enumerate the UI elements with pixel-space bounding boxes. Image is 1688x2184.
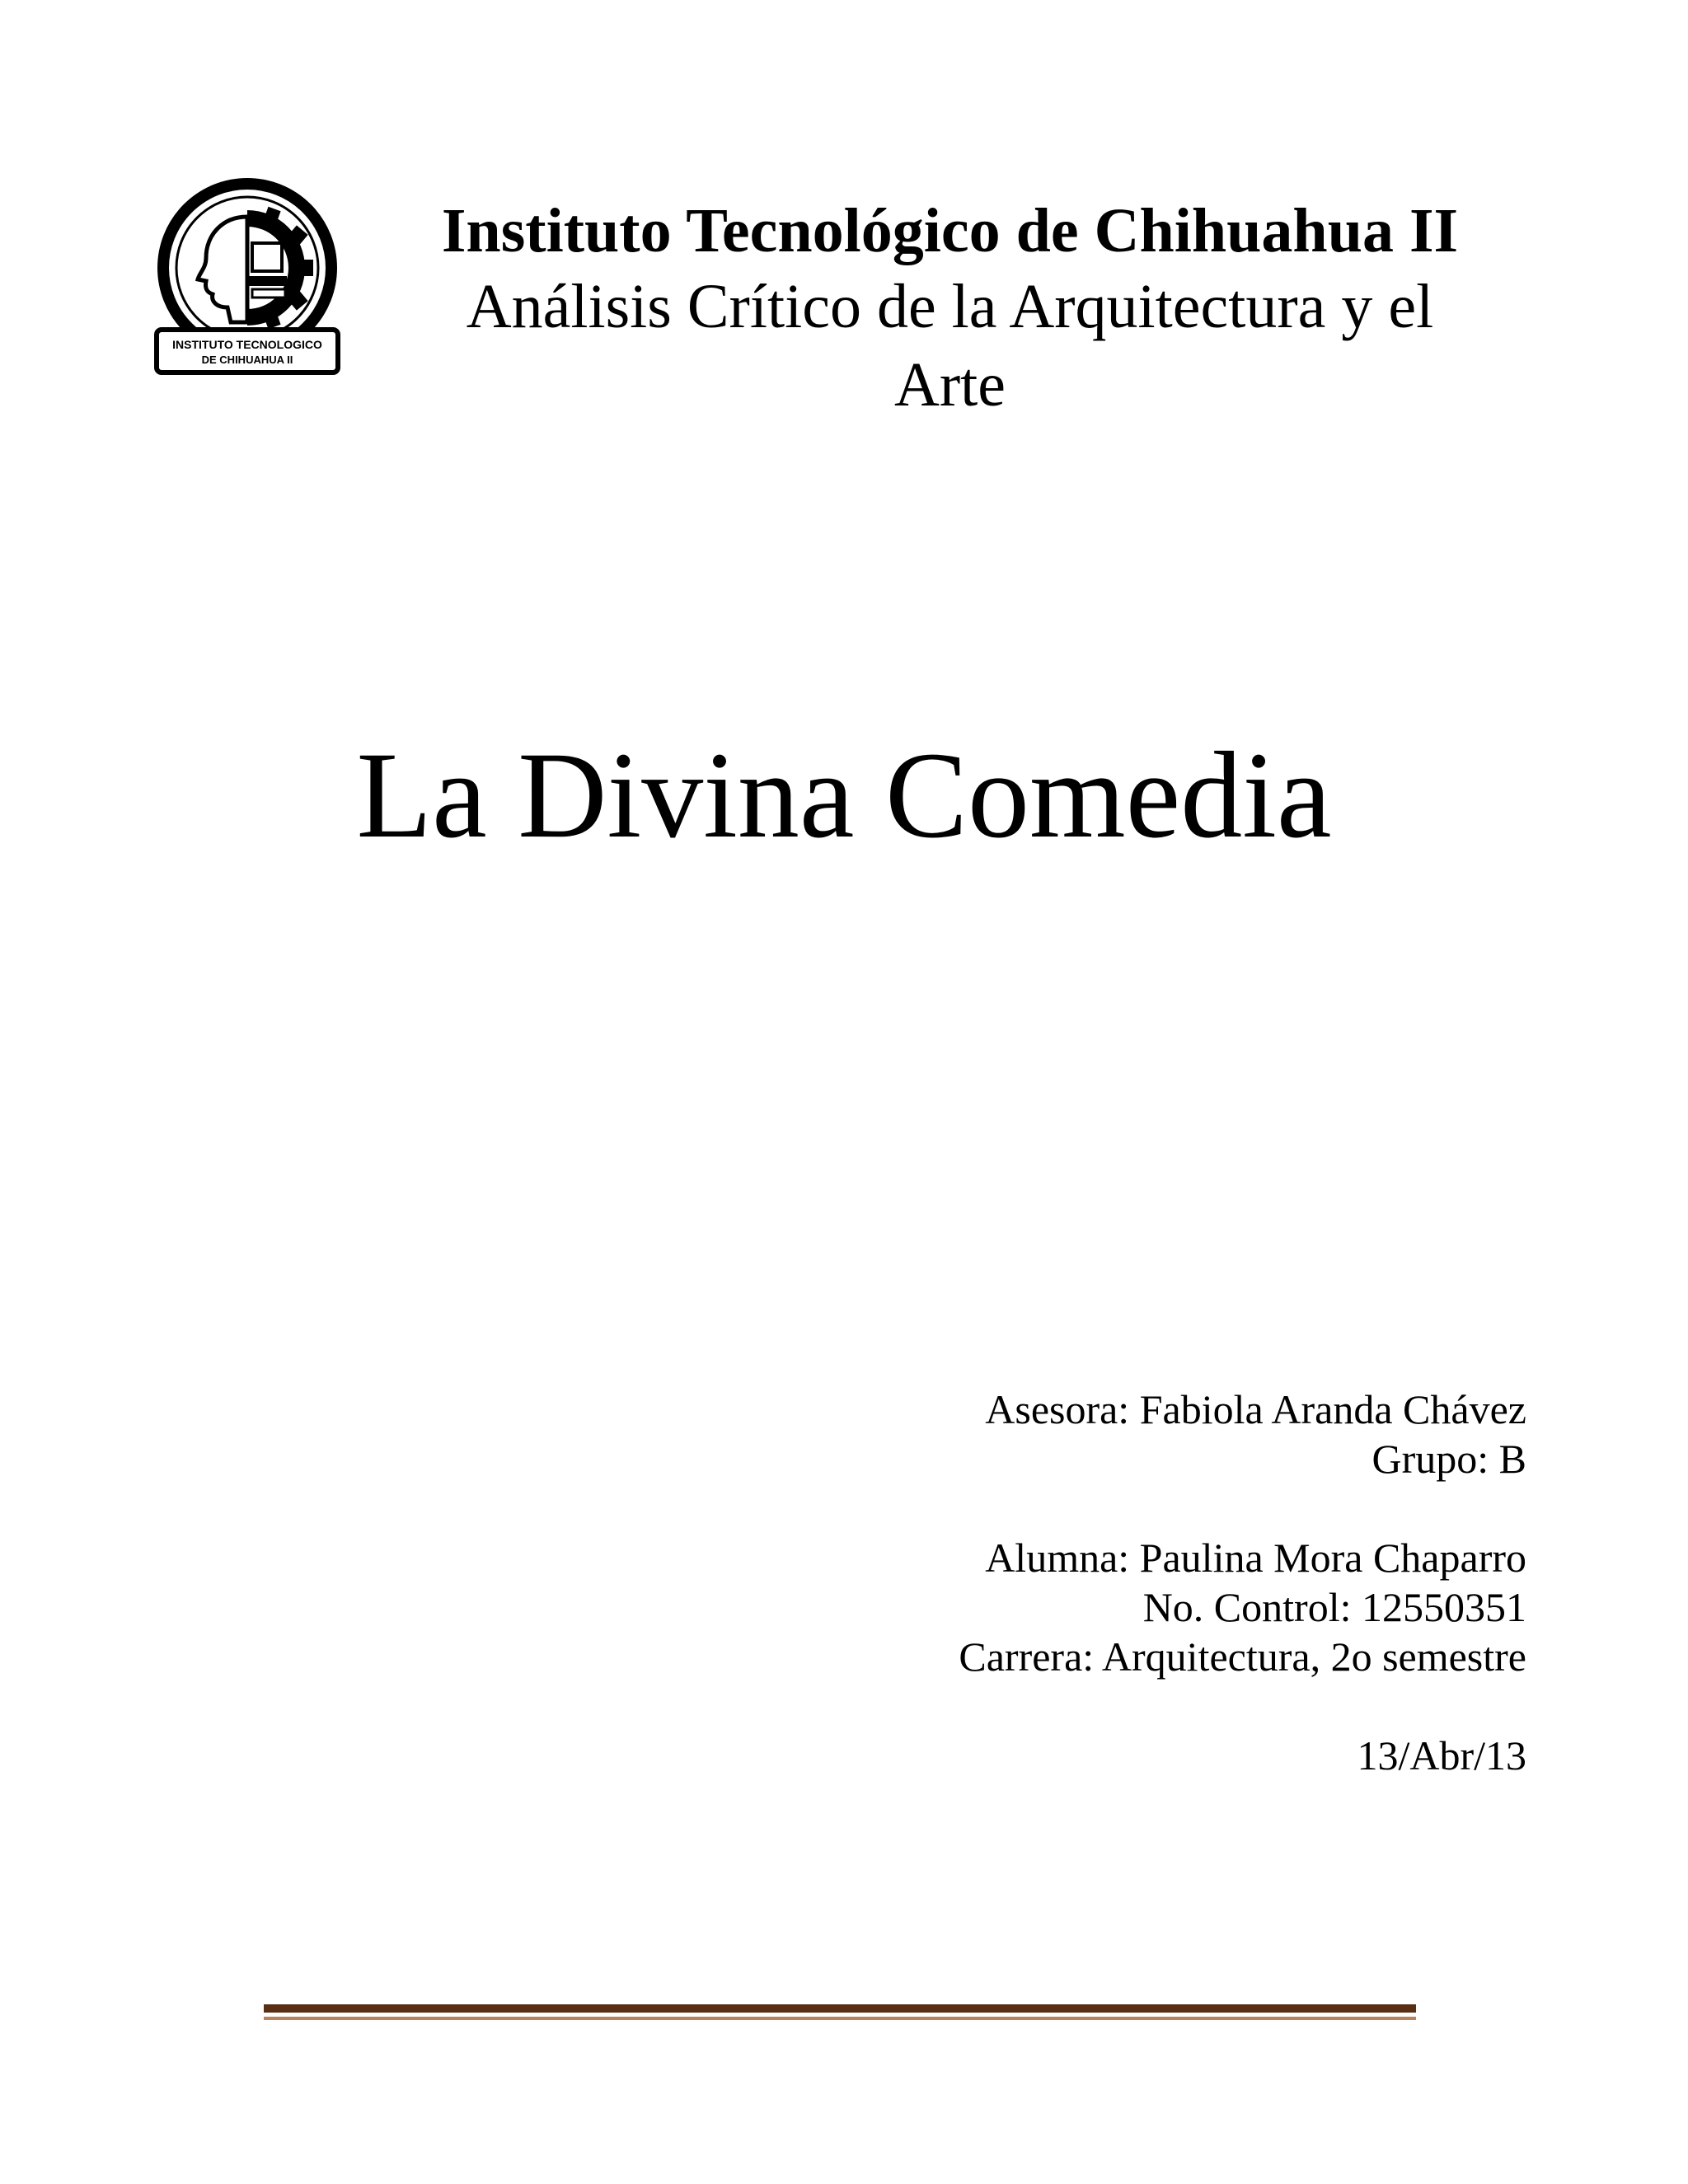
spacer bbox=[959, 1681, 1526, 1731]
footer-divider bbox=[264, 2004, 1416, 2022]
seal-banner-line2: DE CHIHUAHUA II bbox=[201, 354, 293, 366]
footer-divider-thin bbox=[264, 2017, 1416, 2020]
footer-divider-thick bbox=[264, 2004, 1416, 2013]
subject-line-1: Análisis Crítico de la Arquitectura y el bbox=[466, 272, 1434, 341]
advisor-line: Asesora: Fabiola Aranda Chávez bbox=[985, 1386, 1526, 1432]
career-line: Carrera: Arquitectura, 2o semestre bbox=[959, 1633, 1526, 1680]
author-info-block bbox=[959, 1385, 1526, 1780]
document-header bbox=[354, 194, 1545, 424]
seal-banner-line1: INSTITUTO TECNOLOGICO bbox=[172, 338, 322, 351]
institution-name: Instituto Tecnológico de Chihuahua II bbox=[441, 196, 1459, 265]
spacer bbox=[959, 1483, 1526, 1533]
student-line: Alumna: Paulina Mora Chaparro bbox=[985, 1535, 1526, 1581]
group-line: Grupo: B bbox=[1372, 1436, 1526, 1482]
institution-seal-icon bbox=[148, 177, 346, 379]
date-line: 13/Abr/13 bbox=[1357, 1732, 1526, 1779]
subject-line-2: Arte bbox=[893, 350, 1006, 419]
control-number-line: No. Control: 12550351 bbox=[1142, 1584, 1526, 1630]
document-title: La Divina Comedia bbox=[356, 727, 1332, 864]
